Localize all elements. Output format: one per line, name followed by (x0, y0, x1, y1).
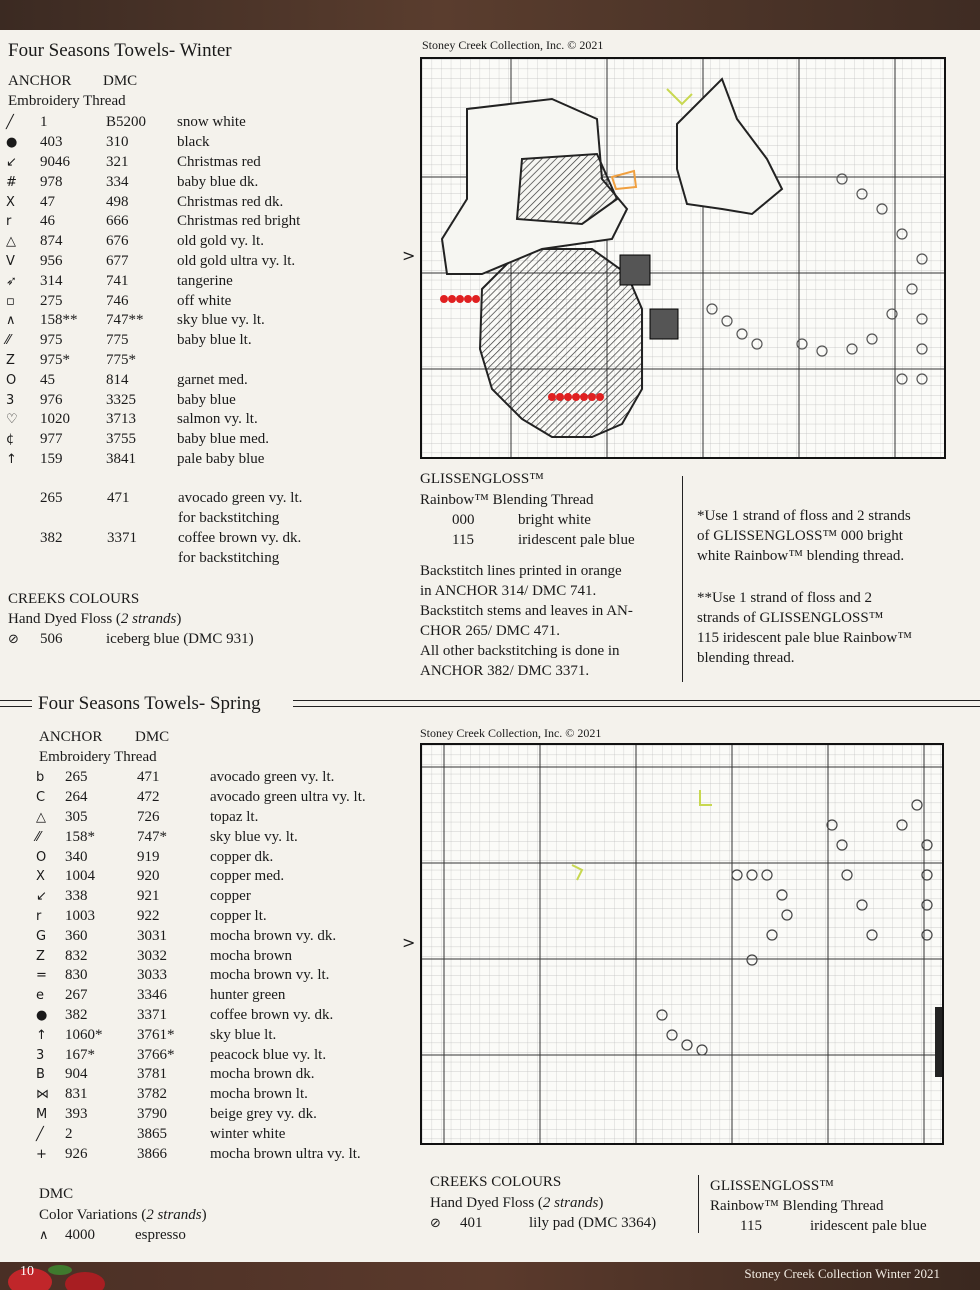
thread-row (6, 232, 377, 252)
equals-symbol: = (36, 968, 47, 984)
thread-row (6, 450, 377, 470)
dmc-number: 3371 (137, 1006, 167, 1023)
spring-rule-right (293, 700, 980, 707)
thread-row (6, 192, 377, 212)
thread-row (6, 172, 377, 192)
null-circle-symbol: ⊘ (430, 1216, 441, 1231)
dmc-number: 334 (106, 173, 129, 190)
backstitch-sub: for backstitching (178, 550, 280, 566)
dmc-number: 3761* (137, 1026, 175, 1043)
color-name: mocha brown dk. (210, 1066, 315, 1083)
dmc-number: 3866 (137, 1145, 167, 1162)
spring-cross-stitch-chart (420, 743, 944, 1145)
anchor-number: 2 (65, 1125, 73, 1142)
dmc-number: 922 (137, 907, 160, 924)
color-name: pale baby blue (177, 450, 265, 467)
color-name: baby blue (177, 391, 236, 408)
color-name: avocado green ultra vy. lt. (210, 789, 366, 806)
dmc-number: 472 (137, 789, 160, 806)
dmc-number: 726 (137, 808, 160, 825)
center-marker: > (402, 933, 416, 952)
z-symbol: Z (36, 948, 45, 964)
winter-chart-copyright: Stoney Creek Collection, Inc. © 2021 (422, 38, 604, 52)
thread-row (36, 867, 410, 887)
spring-thread-table (36, 768, 410, 1164)
dmc-number: 747* (137, 828, 167, 845)
thread-row (36, 1105, 410, 1125)
thread-row (36, 1006, 410, 1026)
g-symbol: G (36, 928, 47, 944)
winter-creeks-row: ⊘ 506 iceberg blue (DMC 931) (8, 630, 254, 650)
dmc-number: 775 (106, 332, 129, 349)
thread-row (6, 430, 377, 450)
color-name: Christmas red bright (177, 213, 301, 230)
color-name: beige grey vy. dk. (210, 1105, 317, 1122)
dmc-number: 3781 (137, 1066, 167, 1083)
dmc-number: 814 (106, 371, 129, 388)
r-symbol: r (36, 908, 42, 924)
dmc-number: 321 (106, 153, 129, 170)
dmc-number: 746 (106, 292, 129, 309)
dmc-number: 747** (106, 312, 144, 329)
filled-circle-symbol: ● (36, 1007, 48, 1023)
spring-thread-label: Embroidery Thread (39, 749, 157, 765)
color-name: topaz lt. (210, 808, 259, 825)
thread-row (6, 390, 377, 410)
color-name: peacock blue vy. lt. (210, 1046, 327, 1063)
dmc-number: 921 (137, 888, 160, 905)
backstitch-name: avocado green vy. lt. (178, 490, 303, 506)
thread-row (6, 212, 377, 232)
down-left-arrow-symbol: ↙ (36, 889, 47, 905)
thread-row (36, 827, 410, 847)
anchor-number: 1 (40, 114, 48, 131)
thread-row (36, 966, 410, 986)
anchor-number: 831 (65, 1086, 88, 1103)
dmc-number: 775* (106, 351, 136, 368)
thread-row (36, 788, 410, 808)
color-name: mocha brown vy. dk. (210, 927, 337, 944)
color-name: mocha brown lt. (210, 1086, 308, 1103)
color-name: old gold ultra vy. lt. (177, 252, 296, 269)
three-symbol: 3 (6, 392, 15, 408)
thread-row (36, 926, 410, 946)
anchor-number: 904 (65, 1066, 88, 1083)
bowtie-symbol: ⋈ (36, 1087, 49, 1103)
color-name: baby blue med. (177, 431, 270, 448)
spring-notes-divider (698, 1175, 699, 1233)
gliss-num: 000 (452, 512, 475, 528)
e-symbol: e (36, 988, 44, 1004)
dmc-number: 3790 (137, 1105, 167, 1122)
thread-row (36, 907, 410, 927)
thread-row (6, 271, 377, 291)
anchor-number: 382 (65, 1006, 88, 1023)
spring-dmc-title: DMC (39, 1186, 74, 1202)
triangle-symbol: △ (36, 809, 46, 825)
winter-title: Four Seasons Towels- Winter (8, 40, 232, 61)
null-circle-symbol: ⊘ (8, 632, 19, 647)
color-name: sky blue vy. lt. (210, 828, 298, 845)
triangle-symbol: △ (6, 234, 16, 250)
pin-symbol: ➶ (6, 273, 17, 289)
dmc-number: 3325 (106, 391, 136, 408)
spring-cv-subtitle: Color Variations (2 strands) (39, 1207, 207, 1223)
dmc-number: B5200 (106, 114, 147, 131)
dmc-number: 741 (106, 272, 129, 289)
anchor-number: 977 (40, 431, 63, 448)
winter-anchor-header: ANCHOR (8, 73, 72, 89)
thread-row (36, 1045, 410, 1065)
thread-row (36, 946, 410, 966)
dmc-number: 3865 (137, 1125, 167, 1142)
spring-dmc-header: DMC (135, 729, 170, 745)
anchor-number: 275 (40, 292, 63, 309)
dmc-number: 3346 (137, 987, 167, 1004)
circle-symbol: O (36, 849, 47, 865)
anchor-number: 314 (40, 272, 63, 289)
small-square-symbol: ▫ (6, 293, 15, 309)
up-arrow-symbol: ↑ (6, 451, 17, 467)
dmc-number: 3031 (137, 927, 167, 944)
thread-row (6, 291, 377, 311)
anchor-number: 167* (65, 1046, 95, 1063)
color-name: baby blue dk. (177, 173, 259, 190)
spring-creeks-title: CREEKS COLOURS (430, 1174, 562, 1190)
anchor-number: 830 (65, 967, 88, 984)
color-name: baby blue lt. (177, 332, 252, 349)
backstitch-dmc: 471 (107, 490, 130, 506)
color-name: mocha brown ultra vy. lt. (210, 1145, 361, 1162)
page-number: 10 (20, 1264, 34, 1279)
thread-row (36, 1124, 410, 1144)
thread-row (36, 1065, 410, 1085)
plus-symbol: + (36, 1146, 47, 1162)
c-symbol: C (36, 790, 46, 806)
double-slash-symbol: ⁄⁄ (36, 829, 41, 845)
cent-symbol: ¢ (6, 432, 15, 448)
anchor-number: 47 (40, 193, 55, 210)
color-name: mocha brown (210, 947, 293, 964)
circle-symbol: O (6, 372, 17, 388)
anchor-number: 1020 (40, 411, 70, 428)
spring-title: Four Seasons Towels- Spring (38, 693, 261, 714)
dmc-number: 666 (106, 213, 129, 230)
spring-chart-copyright: Stoney Creek Collection, Inc. © 2021 (420, 726, 602, 740)
slash-symbol: ╱ (36, 1126, 44, 1142)
color-name: copper lt. (210, 907, 267, 924)
anchor-number: 267 (65, 987, 88, 1004)
dmc-number: 3032 (137, 947, 167, 964)
anchor-number: 403 (40, 134, 63, 151)
dmc-number: 676 (106, 233, 129, 250)
caret-symbol: ∧ (6, 313, 16, 329)
color-name: hunter green (210, 987, 286, 1004)
anchor-number: 832 (65, 947, 88, 964)
color-name: sky blue vy. lt. (177, 312, 265, 329)
thread-row (6, 153, 377, 173)
caret-symbol: ∧ (39, 1228, 49, 1243)
dmc-number: 3033 (137, 967, 167, 984)
thread-row (6, 133, 377, 153)
color-name: black (177, 134, 210, 151)
backstitch-sub: for backstitching (178, 510, 280, 526)
anchor-number: 1003 (65, 907, 95, 924)
down-left-arrow-symbol: ↙ (6, 154, 17, 170)
winter-thread-label: Embroidery Thread (8, 93, 126, 109)
spring-creeks-subtitle: Hand Dyed Floss (2 strands) (430, 1195, 604, 1211)
anchor-number: 264 (65, 789, 88, 806)
anchor-number: 158* (65, 828, 95, 845)
spring-cv-row: ∧ 4000 espresso (39, 1226, 186, 1246)
magazine-footer: Stoney Creek Collection Winter 2021 (744, 1266, 940, 1281)
backstitch-anchor: 382 (40, 530, 63, 546)
color-name: copper dk. (210, 848, 274, 865)
up-arrow-symbol: ↑ (36, 1027, 47, 1043)
anchor-number: 338 (65, 888, 88, 905)
anchor-number: 978 (40, 173, 63, 190)
thread-row (36, 1144, 410, 1164)
winter-dmc-header: DMC (103, 73, 138, 89)
heart-symbol: ♡ (6, 412, 18, 428)
dmc-number: 919 (137, 848, 160, 865)
slash-symbol: ╱ (6, 115, 14, 131)
spring-gliss-num: 115 (740, 1218, 762, 1234)
anchor-number: 975* (40, 351, 70, 368)
thread-row (36, 768, 410, 788)
gliss-name: iridescent pale blue (518, 532, 635, 548)
anchor-number: 1060* (65, 1026, 103, 1043)
v-symbol: V (6, 253, 15, 269)
color-name: Christmas red dk. (177, 193, 284, 210)
thread-row (36, 1085, 410, 1105)
color-name: mocha brown vy. lt. (210, 967, 330, 984)
x-symbol: X (6, 194, 15, 210)
backstitch-name: coffee brown vy. dk. (178, 530, 302, 546)
gliss-name: bright white (518, 512, 591, 528)
dmc-number: 920 (137, 868, 160, 885)
color-name: tangerine (177, 272, 233, 289)
dmc-number: 677 (106, 252, 129, 269)
thread-row (36, 986, 410, 1006)
b-symbol: b (36, 770, 45, 786)
b-capital-symbol: B (36, 1067, 45, 1083)
anchor-number: 265 (65, 769, 88, 786)
color-name: winter white (210, 1125, 286, 1142)
m-symbol: M (36, 1106, 48, 1122)
dmc-number: 498 (106, 193, 129, 210)
color-name: old gold vy. lt. (177, 233, 264, 250)
hash-symbol: # (6, 174, 17, 190)
dmc-number: 3766* (137, 1046, 175, 1063)
x-symbol: X (36, 869, 45, 885)
color-name: copper med. (210, 868, 285, 885)
gliss-num: 115 (452, 532, 474, 548)
color-name: off white (177, 292, 232, 309)
anchor-number: 360 (65, 927, 88, 944)
thread-row (6, 351, 377, 371)
anchor-number: 976 (40, 391, 63, 408)
anchor-number: 956 (40, 252, 63, 269)
thread-row (36, 1025, 410, 1045)
dmc-number: 3755 (106, 431, 136, 448)
dmc-number: 3841 (106, 450, 136, 467)
anchor-number: 1004 (65, 868, 95, 885)
anchor-number: 305 (65, 808, 88, 825)
color-name: salmon vy. lt. (177, 411, 258, 428)
anchor-number: 158** (40, 312, 78, 329)
anchor-number: 340 (65, 848, 88, 865)
notes-divider (682, 476, 683, 682)
winter-strand-notes: *Use 1 strand of floss and 2 strands of GLISSENGLOSS™ 000 bright white Rainbow™ blending thread. **Use 1 strand of floss and 2 strands of GLISSENGLOSS™ 115 iridescent pale blue Rainbow™ blending thread. (697, 508, 912, 666)
spring-gliss-name: iridescent pale blue (810, 1218, 927, 1234)
color-name: avocado green vy. lt. (210, 769, 335, 786)
top-decorative-band (0, 0, 980, 30)
thread-row (6, 410, 377, 430)
dmc-number: 471 (137, 769, 160, 786)
thread-row (6, 370, 377, 390)
color-name (177, 351, 377, 371)
thread-row (6, 252, 377, 272)
thread-row (6, 311, 377, 331)
anchor-number: 874 (40, 233, 63, 250)
backstitch-anchor: 265 (40, 490, 63, 506)
color-name: coffee brown vy. dk. (210, 1006, 334, 1023)
winter-backstitch-notes: Backstitch lines printed in orange in ANCHOR 314/ DMC 741. Backstitch stems and leaves in AN- CHOR 265/ DMC 471. All other backstitching is done in ANCHOR 382/ DMC 3371. (420, 563, 633, 679)
spring-creeks-row: ⊘ 401 lily pad (DMC 3364) (430, 1214, 656, 1234)
backstitch-dmc: 3371 (107, 530, 137, 546)
dmc-number: 3782 (137, 1086, 167, 1103)
winter-creeks-title: CREEKS COLOURS (8, 591, 140, 607)
thread-row (36, 887, 410, 907)
spring-gliss-title: GLISSENGLOSS™ (710, 1178, 834, 1194)
color-name: sky blue lt. (210, 1026, 277, 1043)
dmc-number: 3713 (106, 411, 136, 428)
anchor-number: 393 (65, 1105, 88, 1122)
color-name: Christmas red (177, 153, 261, 170)
winter-creeks-subtitle: Hand Dyed Floss (2 strands) (8, 611, 182, 627)
anchor-number: 975 (40, 332, 63, 349)
thread-row (36, 808, 410, 828)
color-name: garnet med. (177, 371, 248, 388)
anchor-number: 46 (40, 213, 55, 230)
anchor-number: 926 (65, 1145, 88, 1162)
thread-row (6, 331, 377, 351)
filled-circle-symbol: ● (6, 135, 18, 151)
spring-chart-grid (422, 745, 942, 1143)
winter-chart-grid (422, 59, 944, 457)
thread-row (6, 113, 377, 133)
r-symbol: r (6, 214, 12, 230)
spring-anchor-header: ANCHOR (39, 729, 103, 745)
winter-thread-table (6, 113, 377, 469)
double-slash-symbol: ⁄⁄ (6, 333, 11, 349)
spring-rule-left (0, 700, 32, 707)
winter-gliss-subtitle: Rainbow™ Blending Thread (420, 492, 594, 508)
anchor-number: 45 (40, 371, 55, 388)
dmc-number: 310 (106, 134, 129, 151)
z-symbol: Z (6, 352, 15, 368)
center-marker: > (402, 246, 416, 265)
anchor-number: 9046 (40, 153, 70, 170)
three-symbol: 3 (36, 1047, 45, 1063)
anchor-number: 159 (40, 450, 63, 467)
color-name: copper (210, 888, 251, 905)
winter-gliss-title: GLISSENGLOSS™ (420, 471, 544, 487)
color-name: snow white (177, 114, 246, 131)
spring-gliss-subtitle: Rainbow™ Blending Thread (710, 1198, 884, 1214)
winter-cross-stitch-chart (420, 57, 946, 459)
thread-row (36, 847, 410, 867)
